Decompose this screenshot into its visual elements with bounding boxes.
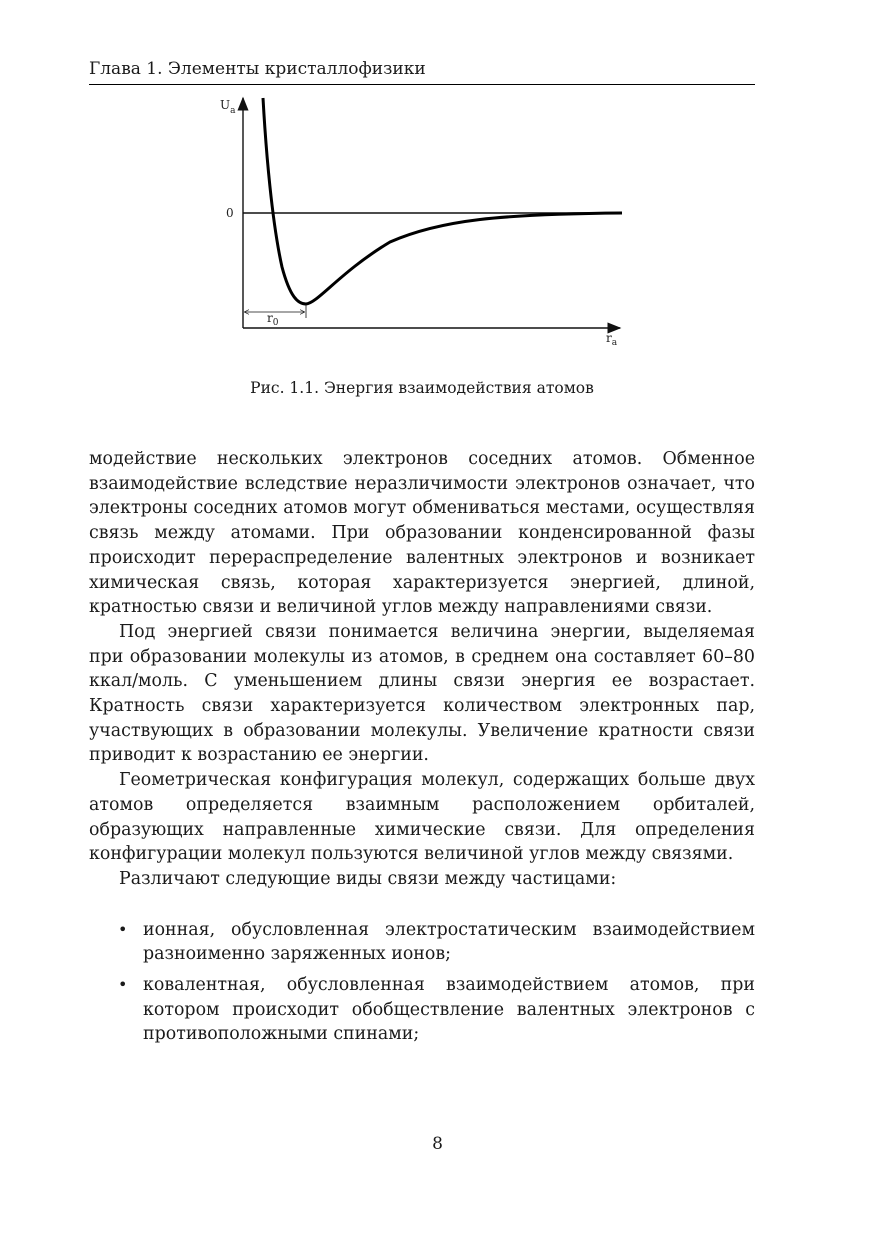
bond-types-list [89,918,755,1048]
figure-caption: Рис. 1.1. Энергия взаимодействия атомов [250,379,594,397]
paragraph-1: модействие нескольких электронов соседних атомов. Обменное взаимодействие вследствие неразличимости электронов означает, что электроны соседних атомов могут обмениваться местами, осуществляя связь между атомами. При образовании конденсированной фазы происходит перераспределение валентных электронов и возникает химическая связь, которая характеризуется энергией, длиной, кратностью связи и величиной углов между направлениями связи. [89,449,755,618]
list-item-text: ковалентная, обусловленная взаимодействием атомов, при котором происходит обобществление валентных электронов с противоположными спинами; [143,975,755,1045]
energy-chart [200,92,640,357]
chapter-header [89,58,755,85]
y-axis-label: $U_a$ [220,98,236,116]
paragraph-2: Под энергией связи понимается величина энергии, выделяемая при образовании молекулы из атомов, в среднем она составляет 60–80 ккал/моль. С уменьшением длины связи энергия ее возрастает. Кратность связи характеризуется количеством электронных пар, участвующих в образовании молекулы. Увеличение кратности связи приводит к возрастанию ее энергии. [89,621,755,766]
bullet-icon: • [118,975,128,995]
potential-curve [263,98,622,304]
bullet-icon: • [118,919,128,939]
list-item [89,918,755,967]
x-axis-label: $r_a$ [606,331,618,348]
list-item [89,973,755,1047]
body-text [89,447,755,1053]
paragraph-3: Геометрическая конфигурация молекул, содержащих больше двух атомов определяется взаимным расположением орбиталей, образующих направленные химические связи. Для определения конфигурации молекул пользуются величиной углов между связями. [89,770,755,865]
paragraph-4: Различают следующие виды связи между частицами: [119,868,617,889]
page-number: 8 [432,1134,443,1154]
energy-figure [200,92,640,357]
chapter-title: Глава 1. Элементы кристаллофизики [89,59,426,79]
r0-label: $r_0$ [267,311,279,328]
list-item-text: ионная, обусловленная электростатическим взаимодействием разноименно заряженных ионов; [143,919,755,965]
zero-label: 0 [226,206,234,220]
